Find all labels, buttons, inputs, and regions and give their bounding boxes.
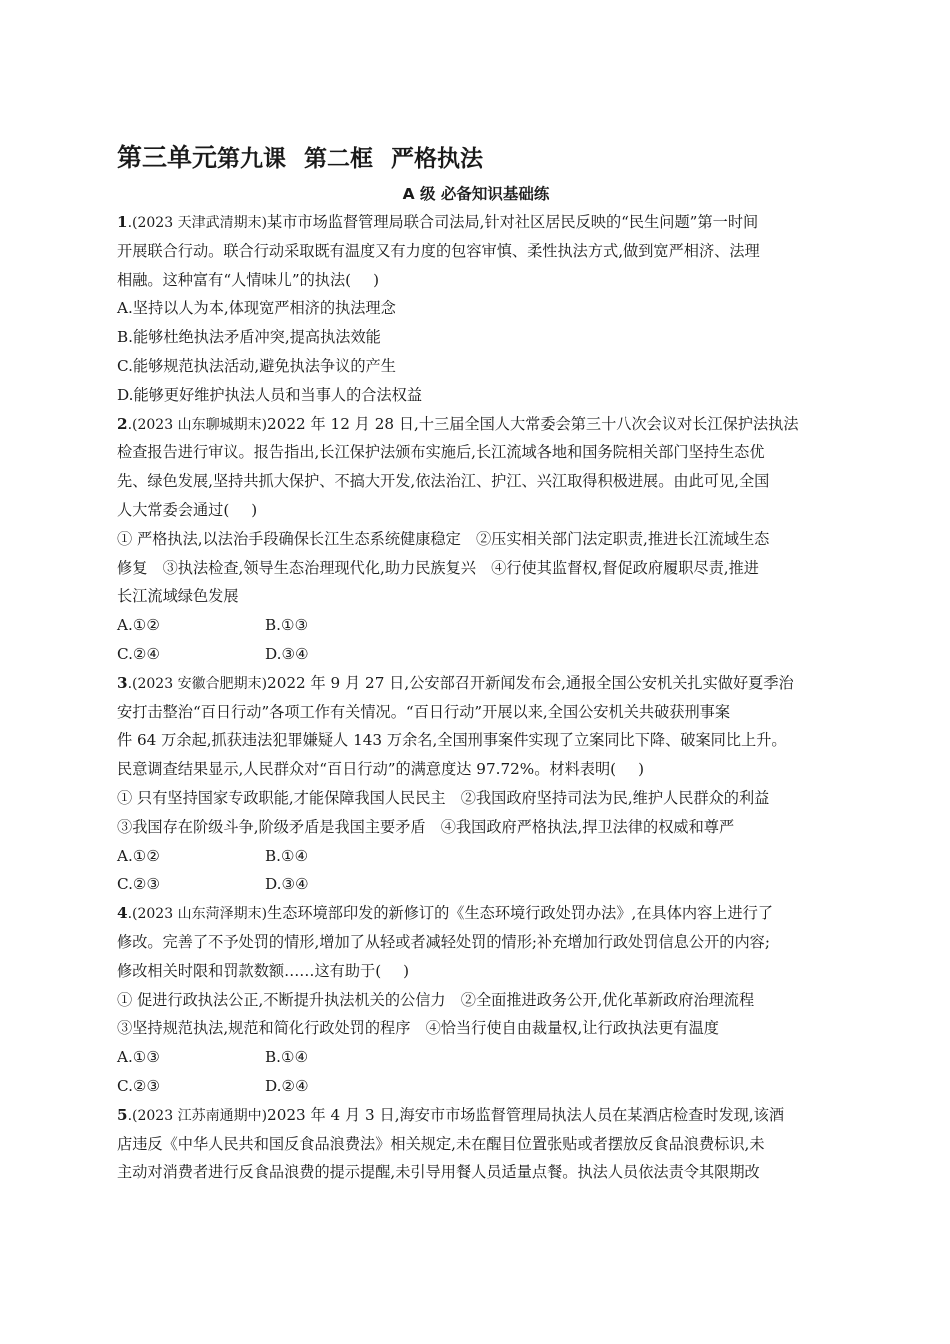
section-heading: A 级 必备知识基础练 — [402, 185, 550, 203]
question-line — [117, 957, 835, 986]
question-line: 主动对消费者进行反食品浪费的提示提醒,未引导用餐人员适量点餐。执法人员依法责令其限期改 — [117, 1163, 760, 1182]
question-text: 人大常委会通过( — [117, 500, 230, 519]
choice-row — [117, 640, 835, 669]
question-source: .(2023 山东聊城期末) — [127, 416, 268, 433]
option-c: C.能够规范执法活动,避免执法争议的产生 — [117, 356, 396, 375]
page-title — [117, 140, 835, 176]
statement-line: ① 严格执法,以法治手段确保长江生态系统健康稳定 ②压实相关部门法定职责,推进长江流域生态 — [117, 529, 770, 548]
question-text: 某市市场监督管理局联合司法局,针对社区居民反映的“民生问题”第一时间 — [267, 213, 759, 231]
question-line — [117, 669, 835, 698]
question-3 — [117, 669, 835, 899]
choice-row — [117, 1072, 835, 1101]
question-line — [117, 1101, 835, 1130]
question-line: 店违反《中华人民共和国反食品浪费法》相关规定,未在醒目位置张贴或者摆放反食品浪费标识,未 — [117, 1134, 765, 1153]
question-source: .(2023 山东菏泽期末) — [127, 906, 268, 923]
statement-line: ③坚持规范执法,规范和简化行政处罚的程序 ④恰当行使自由裁量权,让行政执法更有温度 — [117, 1019, 719, 1038]
choice-row — [117, 611, 835, 640]
question-number: 3 — [117, 673, 128, 692]
question-line: 检查报告进行审议。报告指出,长江保护法颁布实施后,长江流域各地和国务院相关部门坚持生态优 — [117, 443, 765, 462]
choice-c: C.②④ — [117, 644, 161, 663]
choice-row — [117, 842, 835, 871]
question-number: 2 — [117, 414, 128, 433]
choice-b: B.①④ — [265, 846, 309, 865]
question-line — [117, 755, 835, 784]
choice-row — [117, 1043, 835, 1072]
question-2 — [117, 410, 835, 669]
choice-a: A.①③ — [117, 1048, 161, 1067]
question-number: 4 — [117, 904, 128, 923]
question-line — [117, 208, 835, 237]
statement-line: ① 促进行政执法公正,不断提升执法机关的公信力 ②全面推进政务公开,优化革新政府治理流程 — [117, 990, 755, 1009]
question-line: 安打击整治“百日行动”各项工作有关情况。“百日行动”开展以来,全国公安机关共破获刑事案 — [117, 702, 731, 721]
option-a: A.坚持以人为本,体现宽严相济的执法理念 — [117, 299, 396, 318]
question-number: 1 — [117, 213, 128, 231]
question-line: 开展联合行动。联合行动采取既有温度又有力度的包容审慎、柔性执法方式,做到宽严相济、法理 — [117, 241, 760, 260]
question-line — [117, 496, 835, 525]
title-frame: 第二框 — [304, 146, 374, 172]
statement-line: 修复 ③执法检查,领导生态治理现代化,助力民族复兴 ④行使其监督权,督促政府履职尽责,推进 — [117, 558, 759, 577]
question-text: ) — [403, 961, 410, 980]
statement-line: ① 只有坚持国家专政职能,才能保障我国人民民主 ②我国政府坚持司法为民,维护人民群众的利益 — [117, 788, 770, 807]
choice-c: C.②③ — [117, 875, 161, 894]
statement-line: 长江流域绿色发展 — [117, 587, 239, 606]
question-text: 2022 年 9 月 27 日,公安部召开新闻发布会,通报全国公安机关扎实做好夏季治 — [267, 673, 794, 692]
choice-d: D.③④ — [265, 644, 309, 663]
title-unit: 第三单元 — [117, 143, 218, 172]
choice-a: A.①② — [117, 616, 161, 635]
statement-line: ③我国存在阶级斗争,阶级矛盾是我国主要矛盾 ④我国政府严格执法,捍卫法律的权威和尊严 — [117, 817, 735, 836]
question-line: 先、绿色发展,坚持共抓大保护、不搞大开发,依法治江、护江、兴江取得积极进展。由此可见,全国 — [117, 472, 770, 491]
question-1 — [117, 208, 835, 410]
document-page — [117, 140, 835, 1187]
question-line: 件 64 万余起,抓获违法犯罪嫌疑人 143 万余名,全国刑事案件实现了立案同比下降、破案同比上升。 — [117, 731, 787, 750]
question-text: ) — [251, 500, 258, 519]
title-topic: 严格执法 — [391, 146, 484, 172]
choice-row — [117, 870, 835, 899]
question-line: 修改。完善了不予处罚的情形,增加了从轻或者减轻处罚的情形;补充增加行政处罚信息公开的内容; — [117, 932, 770, 951]
choice-a: A.①② — [117, 846, 161, 865]
question-source: .(2023 天津武清期末) — [127, 215, 268, 231]
question-text: 修改相关时限和罚款数额……这有助于( — [117, 961, 382, 980]
question-text: 民意调查结果显示,人民群众对“百日行动”的满意度达 97.72%。材料表明( — [117, 760, 617, 779]
option-d: D.能够更好维护执法人员和当事人的合法权益 — [117, 385, 423, 404]
question-source: .(2023 江苏南通期中) — [127, 1107, 268, 1124]
choice-b: B.①③ — [265, 616, 309, 635]
choice-c: C.②③ — [117, 1076, 161, 1095]
choice-d: D.②④ — [265, 1076, 309, 1095]
question-text: 相融。这种富有“人情味儿”的执法( — [117, 270, 352, 289]
question-line — [117, 410, 835, 439]
question-text: 2022 年 12 月 28 日,十三届全国人大常委会第三十八次会议对长江保护法执法 — [267, 414, 799, 433]
question-text: 2023 年 4 月 3 日,海安市市场监督管理局执法人员在某酒店检查时发现,该酒 — [267, 1105, 785, 1124]
question-4 — [117, 899, 835, 1101]
question-line — [117, 266, 835, 295]
question-text: 生态环境部印发的新修订的《生态环境行政处罚办法》,在具体内容上进行了 — [267, 904, 774, 923]
question-text: ) — [638, 760, 645, 779]
title-lesson: 第九课 — [217, 146, 287, 172]
question-5 — [117, 1101, 835, 1187]
question-source: .(2023 安徽合肥期末) — [127, 675, 268, 692]
question-text: ) — [373, 270, 380, 289]
option-b: B.能够杜绝执法矛盾冲突,提高执法效能 — [117, 328, 381, 347]
question-line — [117, 899, 835, 928]
question-number: 5 — [117, 1105, 128, 1124]
choice-d: D.③④ — [265, 875, 309, 894]
choice-b: B.①④ — [265, 1048, 309, 1067]
